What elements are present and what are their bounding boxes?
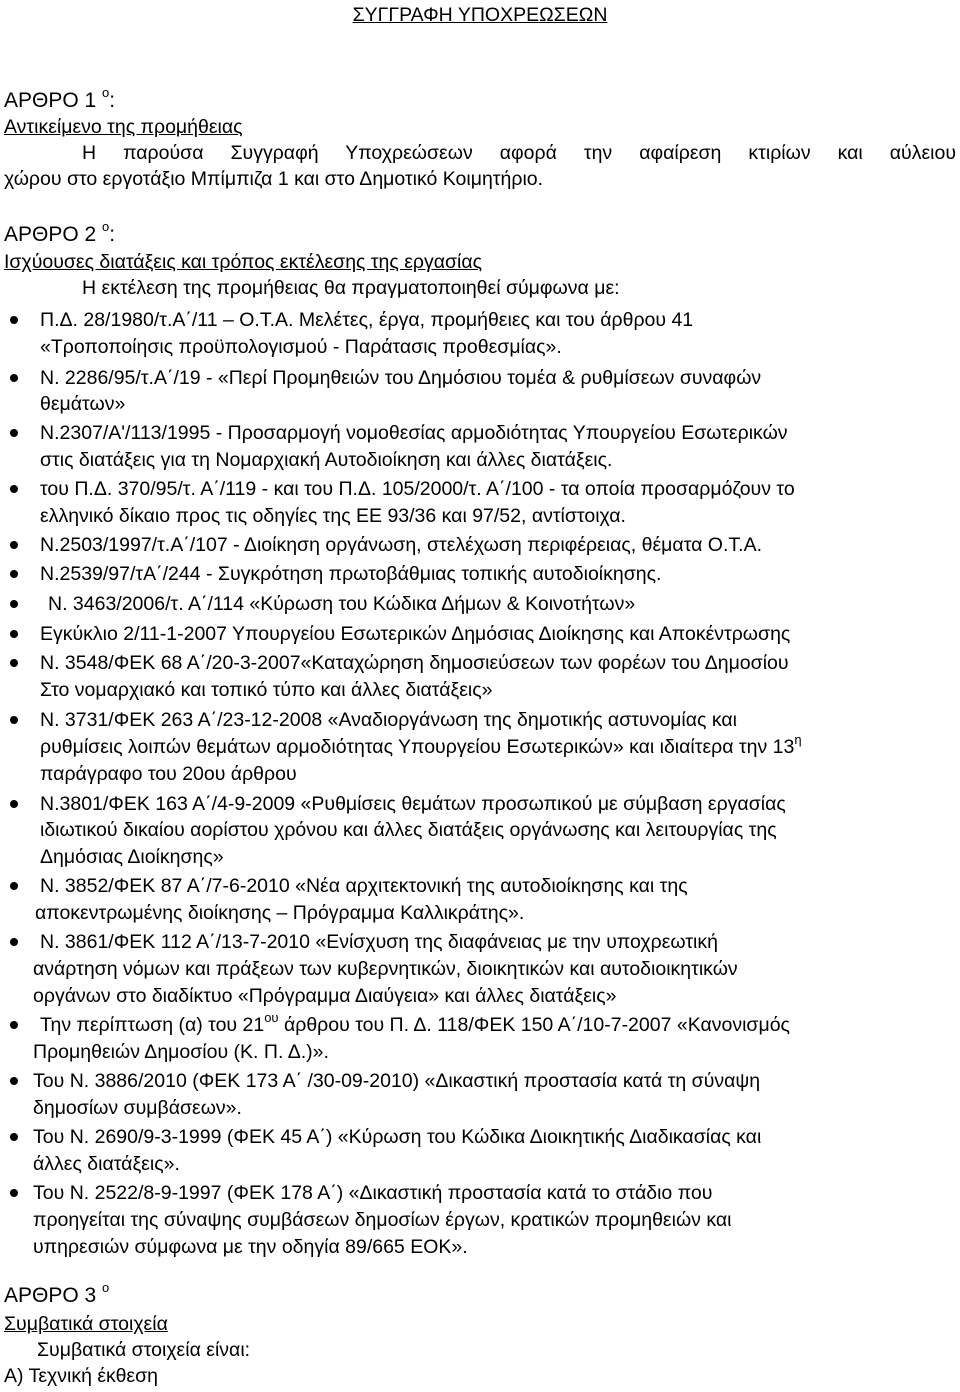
bullet-icon [10,1021,18,1029]
law-item-line: Του Ν. 3886/2010 (ΦΕΚ 173 Α΄ /30-09-2010) «Δικαστική προστασία κατά τη σύναψη [33,1070,761,1092]
bullet-icon [10,1189,18,1197]
law-item-line: του Π.Δ. 370/95/τ. Α΄/119 - και του Π.Δ. 105/2000/τ. Α΄/100 - τα οποία προσαρμόζουν το [40,478,795,500]
article-1-subtitle: Αντικείμενο της προμήθειας [4,116,243,138]
law-item-line: Του Ν. 2522/8-9-1997 (ΦΕΚ 178 Α΄) «Δικαστική προστασία κατά το στάδιο που [33,1182,713,1204]
law-item-line: Στο νομαρχιακό και τοπικό τύπο και άλλες διατάξεις» [40,679,493,701]
law-item-line: ρυθμίσεις λοιπών θεμάτων αρμοδιότητας Υπουργείου Εσωτερικών» και ιδιαίτερα την $13^\eta$ [40,731,802,758]
law-item-line: Ν.2503/1997/τ.Α΄/107 - Διοίκηση οργάνωση, στελέχωση περιφέρειας, θέματα Ο.Τ.Α. [40,534,763,556]
law-item-line: ελληνικό δίκαιο προς τις οδηγίες της ΕΕ 93/36 και 97/52, αντίστοιχα. [40,505,626,527]
law-item-line: Ν. 3852/ΦΕΚ 87 Α΄/7-6-2010 «Νέα αρχιτεκτονική της αυτοδιοίκησης και της [40,875,688,897]
law-item-line: Ν. 3548/ΦΕΚ 68 Α΄/20-3-2007«Καταχώρηση δημοσιεύσεων των φορέων του Δημοσίου [40,652,789,674]
article-3-intro: Συμβατικά στοιχεία είναι: [37,1339,251,1361]
law-item-line: Ν. 2286/95/τ.Α΄/19 - «Περί Προμηθειών του Δημόσιου τομέα & ρυθμίσεων συναφών [40,367,762,389]
bullet-icon [10,800,18,808]
bullet-icon [10,716,18,724]
bullet-icon [10,316,18,324]
bullet-icon [10,882,18,890]
article-1-text-line: χώρου στο εργοτάξιο Μπίμπιζα 1 και στο Δημοτικό Κοιμητήριο. [4,168,544,190]
bullet-icon [10,485,18,493]
bullet-icon [10,938,18,946]
article-3-subtitle: Συμβατικά στοιχεία [4,1313,168,1335]
law-item-line: «Τροποποίησις προϋπολογισμού - Παράτασις προθεσμίας». [40,336,562,358]
law-item-line: Ν. 3731/ΦΕΚ 263 Α΄/23-12-2008 «Αναδιοργάνωση της δημοτικής αστυνομίας και [40,709,737,731]
law-item-line: Ν.2307/Α'/113/1995 - Προσαρμογή νομοθεσίας αρμοδιότητας Υπουργείου Εσωτερικών [40,422,788,444]
article-3-heading: ΑΡΘΡΟ 3 $^o$ [4,1280,110,1307]
law-item-line: υπηρεσιών σύμφωνα με την οδηγία 89/665 ΕΟΚ». [33,1236,468,1258]
article-2-heading: ΑΡΘΡΟ 2 $^o$: [4,219,116,246]
law-item-line: Του Ν. 2690/9-3-1999 (ΦΕΚ 45 Α΄) «Κύρωση του Κώδικα Διοικητικής Διαδικασίας και [33,1126,762,1148]
article-1-heading: ΑΡΘΡΟ 1 $^o$: [4,85,116,112]
law-item-line: Δημόσιας Διοίκησης» [40,846,224,868]
law-item-line: Προμηθειών Δημοσίου (Κ. Π. Δ.)». [33,1041,329,1063]
bullet-icon [10,374,18,382]
law-item-line: Π.Δ. 28/1980/τ.Α΄/11 – Ο.Τ.Α. Μελέτες, έργα, προμήθειες και του άρθρου 41 [40,309,694,331]
bullet-icon [10,1133,18,1141]
bullet-icon [10,630,18,638]
law-item-line: αποκεντρωμένης διοίκησης – Πρόγραμμα Καλλικράτης». [35,902,525,924]
law-item-line: ιδιωτικού δικαίου αορίστου χρόνου και άλλες διατάξεις οργάνωσης και λειτουργίας της [40,819,777,841]
law-item-line: Εγκύκλιο 2/11-1-2007 Υπουργείου Εσωτερικών Δημόσιας Διοίκησης και Αποκέντρωσης [40,623,791,645]
law-item-line: στις διατάξεις για τη Νομαρχιακή Αυτοδιοίκηση και άλλες διατάξεις. [40,449,613,471]
bullet-icon [10,1077,18,1085]
bullet-icon [10,541,18,549]
article-1-text-line: Η παρούσα Συγγραφή Υποχρεώσεων αφορά την αφαίρεση κτιρίων και αύλειου [82,142,956,164]
law-item-line: ανάρτηση νόμων και πράξεων των κυβερνητικών, διοικητικών και αυτοδιοικητικών [33,958,738,980]
bullet-icon [10,570,18,578]
law-item-line: Την περίπτωση (α) του $21^{o\upsilon}$ άρθρου του Π. Δ. 118/ΦΕΚ 150 Α΄/10-7-2007 «Κανονισμός [40,1009,790,1036]
law-item-line: οργάνων στο διαδίκτυο «Πρόγραμμα Διαύγεια» και άλλες διατάξεις» [33,985,617,1007]
law-item-line: προηγείται της σύναψης συμβάσεων δημοσίων έργων, κρατικών προμηθειών και [33,1209,732,1231]
document-title: ΣΥΓΓΡΑΦΗ ΥΠΟΧΡΕΩΣΕΩΝ [352,4,608,26]
law-item-line: Ν. 3463/2006/τ. Α΄/114 «Κύρωση του Κώδικα Δήμων & Κοινοτήτων» [48,593,636,615]
law-item-line: θεμάτων» [40,393,126,415]
article-2-intro: Η εκτέλεση της προμήθειας θα πραγματοποιηθεί σύμφωνα με: [82,277,620,299]
law-item-line: δημοσίων συμβάσεων». [33,1097,242,1119]
article-3-item: Α) Τεχνική έκθεση [4,1365,158,1387]
law-item-line: παράγραφο του 20ου άρθρου [40,763,297,785]
law-item-line: Ν. 3861/ΦΕΚ 112 Α΄/13-7-2010 «Ενίσχυση της διαφάνειας με την υποχρεωτική [40,931,718,953]
bullet-icon [10,429,18,437]
article-2-subtitle: Ισχύουσες διατάξεις και τρόπος εκτέλεσης της εργασίας [4,251,483,273]
law-item-line: Ν.3801/ΦΕΚ 163 Α΄/4-9-2009 «Ρυθμίσεις θεμάτων προσωπικού με σύμβαση εργασίας [40,793,786,815]
bullet-icon [10,600,18,608]
law-item-line: Ν.2539/97/τΑ΄/244 - Συγκρότηση πρωτοβάθμιας τοπικής αυτοδιοίκησης. [40,563,662,585]
law-item-line: άλλες διατάξεις». [33,1153,180,1175]
bullet-icon [10,659,18,667]
